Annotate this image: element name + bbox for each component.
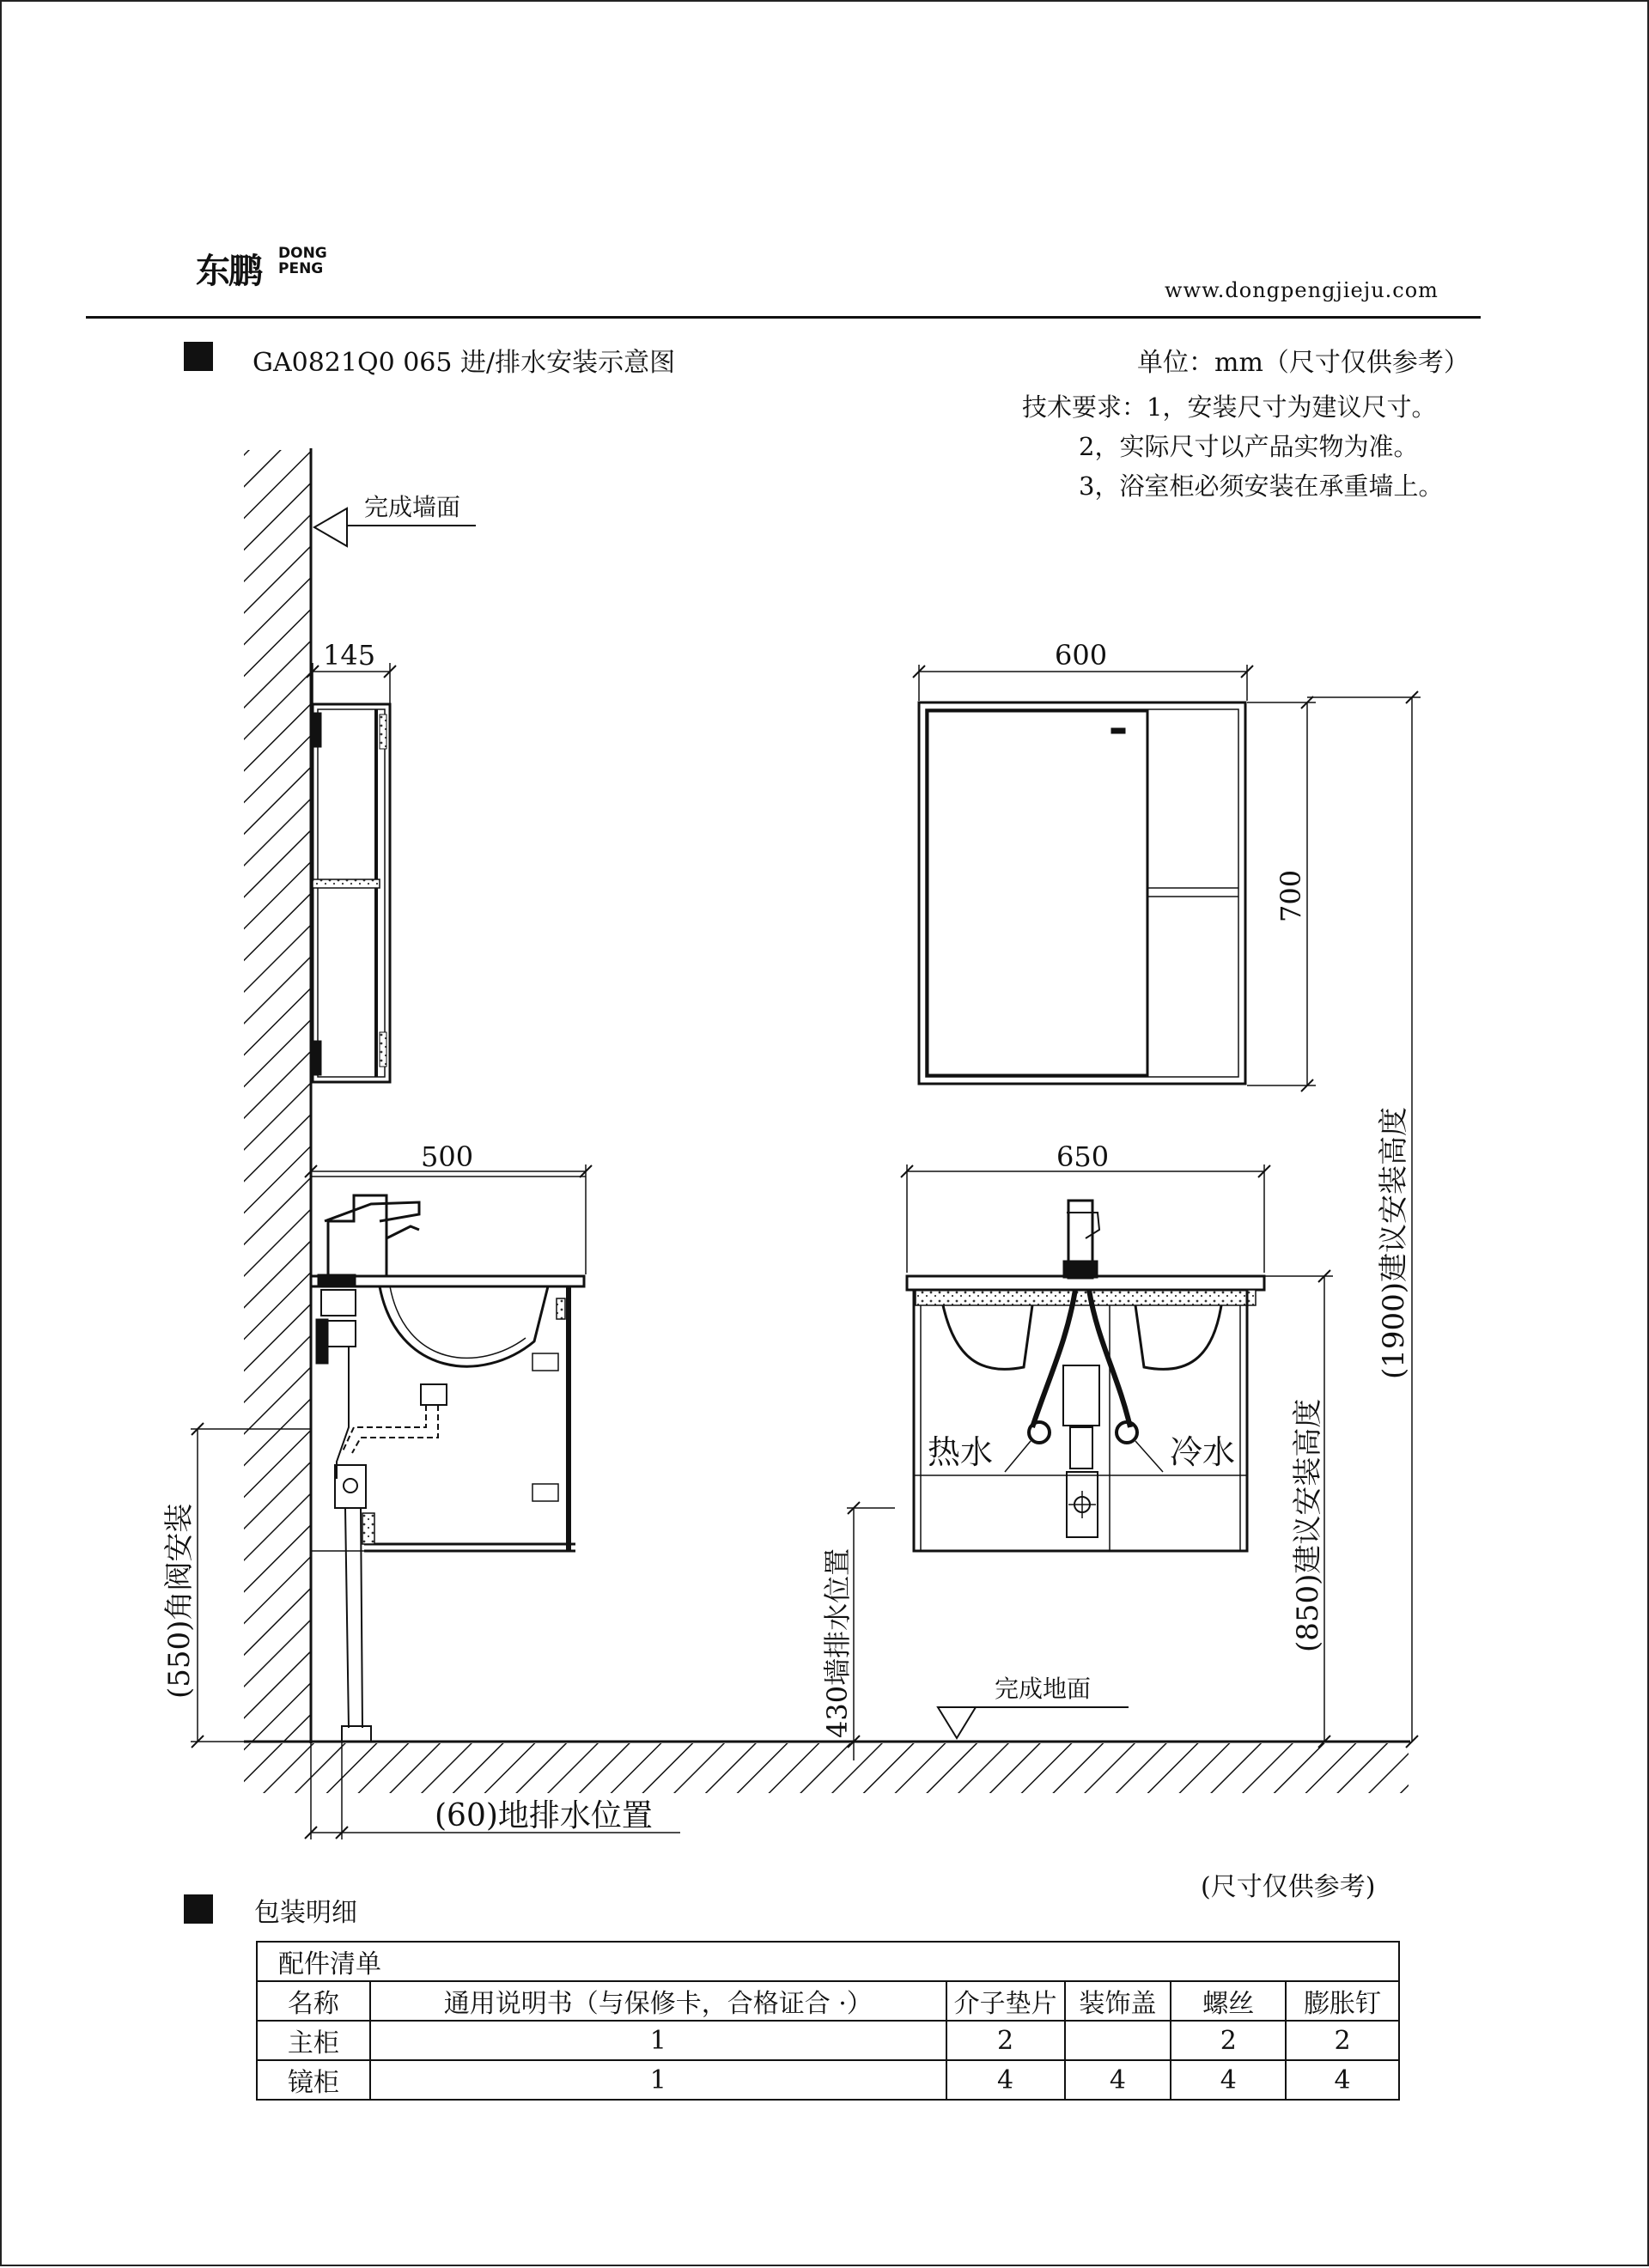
hot-water-label: 热水 (928, 1433, 994, 1471)
table-row (257, 2021, 1399, 2060)
mirror-depth-dimension (307, 639, 396, 704)
table-row (257, 2060, 1399, 2100)
basin-width-dimension (901, 1164, 1270, 1273)
header-cell: 介子垫片 (946, 1981, 1065, 2021)
header-cell: 膨胀钉 (1286, 1981, 1399, 2021)
mirror-cabinet-front-view (919, 702, 1245, 1084)
table-cell: 镜柜 (257, 2060, 370, 2100)
table-cell: 2 (1286, 2021, 1399, 2060)
drawing-title: GA0821Q0 065 进/排水安装示意图 (253, 348, 676, 378)
basin-width-value: 650 (1056, 1140, 1110, 1173)
table-cell: 1 (370, 2060, 946, 2100)
cold-water-label: 冷水 (1170, 1433, 1236, 1471)
table-cell: 主柜 (257, 2021, 370, 2060)
finished-wall-label: 完成墙面 (364, 493, 461, 521)
header-cell: 通用说明书（与保修卡，合格证合 ·） (370, 1981, 946, 2021)
header-cell: 螺丝 (1171, 1981, 1286, 2021)
tech-requirement-2: 2，实际尺寸以产品实物为准。 (1079, 432, 1419, 461)
unit-note: 单位：mm（尺寸仅供参考） (1137, 348, 1469, 378)
installation-diagram (2, 2, 1649, 2268)
basin-cabinet-side-view (311, 1177, 586, 1742)
packing-note: (尺寸仅供参考) (1201, 1872, 1376, 1902)
mirror-cabinet-side-view (313, 704, 390, 1082)
mirror-depth-value: 145 (323, 639, 376, 672)
website-url[interactable]: www.dongpengjieju.com (1165, 278, 1439, 302)
angle-valve-label: (550)角阀安装 (162, 1503, 197, 1699)
packing-marker-icon (184, 1894, 213, 1924)
finished-wall-marker (314, 493, 476, 546)
wall-section (244, 448, 311, 1743)
table-cell (1065, 2021, 1171, 2060)
brand-logo-line1: DONG (278, 245, 327, 262)
table-caption-row (257, 1942, 1399, 1981)
total-height-label: (1900)建议安装高度 (1377, 1106, 1411, 1379)
brand-logo-chinese: 东鹏 (196, 252, 261, 291)
parts-table (256, 1941, 1400, 2101)
wall-drain-label: 430墙排水位置 (821, 1547, 854, 1738)
header-cell: 装饰盖 (1065, 1981, 1171, 2021)
brand-logo-line2: PENG (278, 260, 324, 277)
basin-height-label: (850)建议安装高度 (1291, 1398, 1325, 1652)
mirror-height-value: 700 (1275, 869, 1307, 922)
basin-cabinet-front-view (907, 1201, 1264, 1551)
finished-floor-label: 完成地面 (995, 1675, 1092, 1703)
table-cell: 4 (946, 2060, 1065, 2100)
table-cell: 4 (1286, 2060, 1399, 2100)
table-cell: 2 (946, 2021, 1065, 2060)
header-cell: 名称 (257, 1981, 370, 2021)
wall-drain-dimension (847, 1502, 895, 1760)
basin-depth-value: 500 (421, 1140, 474, 1173)
tech-requirement-1: 技术要求：1，安装尺寸为建议尺寸。 (1022, 392, 1437, 422)
floor-drain-label: (60)地排水位置 (435, 1798, 653, 1833)
packing-title: 包装明细 (254, 1898, 357, 1928)
floor-section (244, 1742, 1410, 1793)
table-caption: 配件清单 (257, 1942, 1399, 1981)
finished-floor-marker (938, 1675, 1129, 1738)
table-cell: 4 (1065, 2060, 1171, 2100)
table-cell: 1 (370, 2021, 946, 2060)
table-cell: 2 (1171, 2021, 1286, 2060)
table-cell: 4 (1171, 2060, 1286, 2100)
mirror-width-value: 600 (1055, 639, 1108, 672)
tech-requirement-3: 3，浴室柜必须安装在承重墙上。 (1079, 471, 1444, 501)
basin-depth-dimension (305, 1164, 592, 1274)
table-header-row (257, 1981, 1399, 2021)
